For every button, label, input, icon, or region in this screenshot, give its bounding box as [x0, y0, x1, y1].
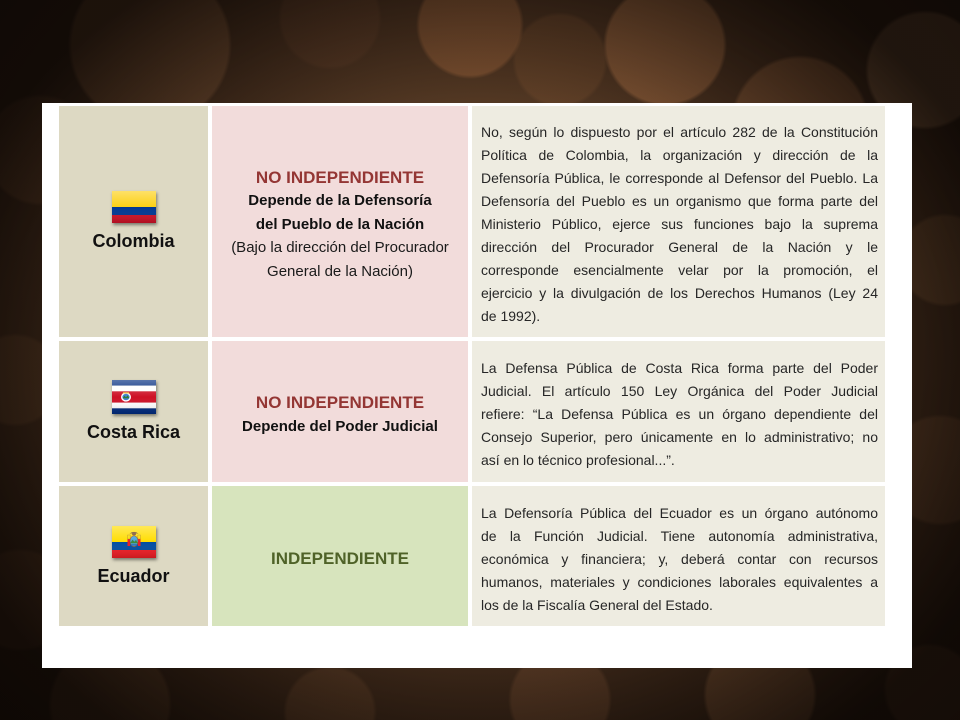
- ecuador-flag-graphic: [112, 526, 156, 558]
- description-line: Defensoría del Pueblo es un organismo que forma parte del: [481, 193, 878, 209]
- description-line: Ministerio Público, ejerce sus funciones bajo la suprema: [481, 216, 878, 232]
- description-line: Consejo Superior, pero únicamente en lo administrativo; no: [481, 429, 878, 445]
- description-line: dirección del Procurador General de la Nación y le: [481, 239, 878, 255]
- description-line: La Defensoría Pública del Ecuador es un órgano autónomo: [481, 504, 878, 521]
- description-line: de la Función Judicial. Tiene autonomía administrativa,: [481, 527, 878, 544]
- colombia-flag-icon: [112, 191, 156, 223]
- dependency-line: Depende de la Defensoría: [248, 192, 432, 210]
- costa-rica-flag-icon: [112, 380, 156, 414]
- country-cell-colombia: [59, 106, 208, 337]
- description-line: ejercicio y la divulgación de los Derechos Humanos (Ley 24: [481, 285, 878, 301]
- description-line: económica y financiera; y, deberá contar con recursos: [481, 550, 878, 567]
- colombia-flag-graphic: [112, 191, 156, 223]
- description-line: La Defensa Pública de Costa Rica forma parte del Poder: [481, 360, 878, 376]
- country-cell-ecuador: [59, 486, 208, 626]
- status-label: NO INDEPENDIENTE: [255, 393, 425, 412]
- description-line: Política de Colombia, la organización y dirección de la: [481, 147, 878, 163]
- dependency-note-line: General de la Nación): [267, 262, 413, 280]
- country-name: Costa Rica: [86, 422, 181, 442]
- description-cell-costa-rica: [472, 341, 885, 482]
- ecuador-flag-icon: [112, 526, 156, 558]
- description-line: corresponde esencialmente velar por la promoción, el: [481, 262, 878, 278]
- status-label: INDEPENDIENTE: [271, 549, 409, 569]
- description-cell-colombia: [472, 106, 885, 337]
- description-line: Defensoría Pública, le corresponde al Defensor del Pueblo. La: [481, 170, 878, 186]
- description-line: humanos, materiales y condiciones laborales equivalentes a: [481, 573, 878, 590]
- description-line: los de la Fiscalía General del Estado.: [481, 596, 713, 613]
- country-name: Ecuador: [97, 565, 170, 586]
- dependency-line: del Pueblo de la Nación: [255, 215, 425, 233]
- description-cell-ecuador: [472, 486, 885, 626]
- status-cell-costa-rica: [212, 341, 468, 482]
- description-line: No, según lo dispuesto por el artículo 282 de la Constitución: [481, 124, 878, 140]
- status-label: NO INDEPENDIENTE: [255, 167, 425, 187]
- country-cell-costa-rica: [59, 341, 208, 482]
- status-cell-ecuador: [212, 486, 468, 626]
- dependency-note-line: (Bajo la dirección del Procurador: [231, 239, 449, 257]
- country-name: Colombia: [92, 231, 175, 251]
- table-panel: [42, 103, 912, 668]
- description-line: Judicial. El artículo 150 Ley Orgánica del Poder Judicial: [481, 383, 878, 399]
- description-line: de 1992).: [481, 308, 541, 324]
- status-cell-colombia: [212, 106, 468, 337]
- description-line: refiere: “La Defensa Pública es un órgano dependiente del: [481, 406, 878, 422]
- description-line: así en lo técnico profesional...”.: [481, 452, 675, 468]
- dependency-line: Depende del Poder Judicial: [242, 417, 438, 435]
- costa-rica-flag-graphic: [112, 380, 156, 414]
- comparison-table: [59, 106, 885, 626]
